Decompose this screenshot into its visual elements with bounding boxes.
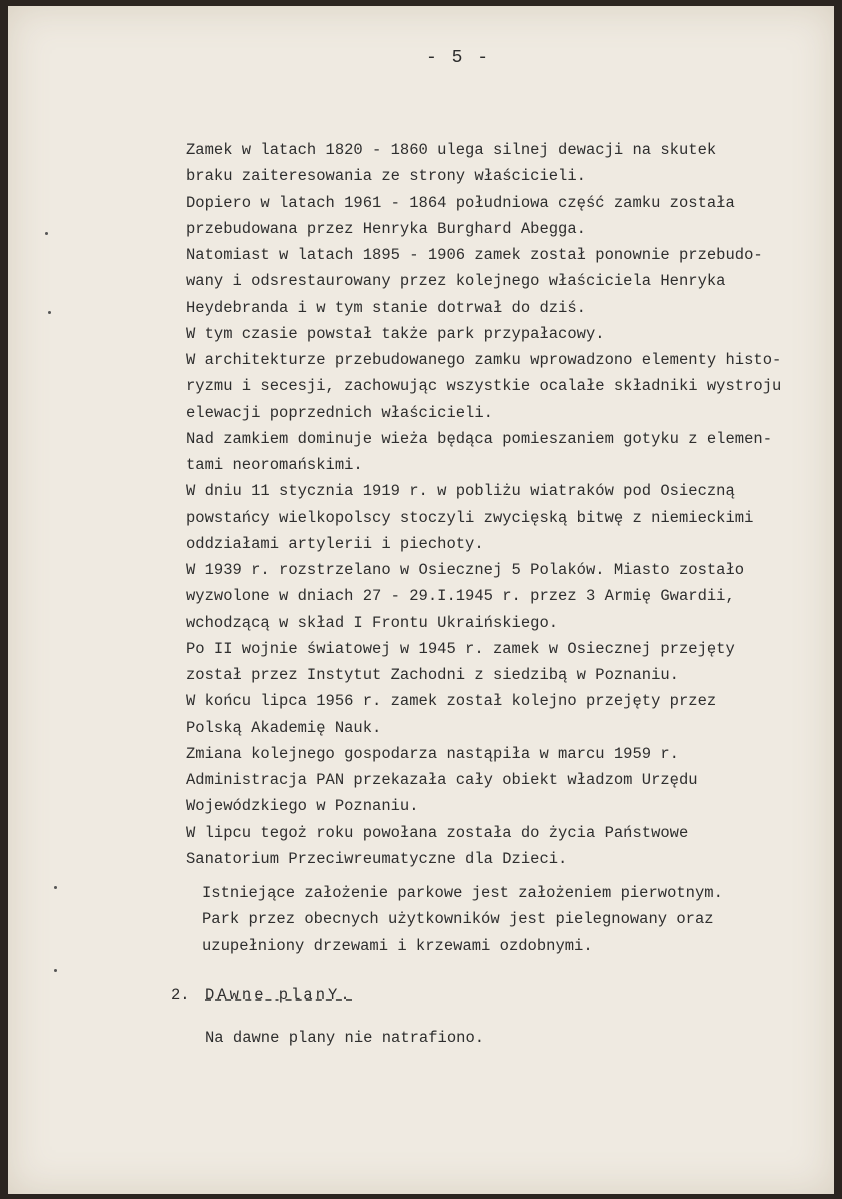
margin-mark xyxy=(54,969,57,972)
text-line: wyzwolone w dniach 27 - 29.I.1945 r. przez 3 Armię Gwardii, xyxy=(186,587,735,606)
text-line: Istniejące założenie parkowe jest założeniem pierwotnym. xyxy=(202,884,723,902)
text-line: Natomiast w latach 1895 - 1906 zamek został ponownie przebudo- xyxy=(186,246,763,264)
text-line: Zmiana kolejnego gospodarza nastąpiła w marcu 1959 r. xyxy=(186,744,679,763)
text-line: wchodzącą w skład I Frontu Ukraińskiego. xyxy=(186,613,559,632)
text-line: Wojewódzkiego w Poznaniu. xyxy=(186,797,419,816)
text-line: powstańcy wielkopolscy stoczyli zwycięską bitwę z niemieckimi xyxy=(186,508,754,527)
text-line: został przez Instytut Zachodni z siedzibą w Poznaniu. xyxy=(186,666,679,684)
text-line: oddziałami artylerii i piechoty. xyxy=(186,534,484,553)
text-line: W lipcu tegoż roku powołana została do życia Państwowe xyxy=(186,823,689,842)
paragraph-gap xyxy=(186,872,836,880)
text-line: Sanatorium Przeciwreumatyczne dla Dzieci. xyxy=(186,849,568,868)
section-title: DAwne planY. xyxy=(205,986,353,1004)
text-line: Dopiero w latach 1961 - 1864 południowa część zamku została xyxy=(186,193,735,212)
text-line: Po II wojnie światowej w 1945 r. zamek w Osiecznej przejęty xyxy=(186,639,735,658)
margin-mark xyxy=(48,311,51,314)
text-line: tami neoromańskimi. xyxy=(186,456,363,474)
text-line: elewacji poprzednich właścicieli. xyxy=(186,403,493,422)
text-line: Polską Akademię Nauk. xyxy=(186,718,382,737)
text-line: braku zaiteresowania ze strony właścicieli. xyxy=(186,167,586,186)
section-old-plans xyxy=(171,982,671,1051)
document-page xyxy=(8,6,834,1194)
text-line: ryzmu i secesji, zachowując wszystkie ocalałe składniki wystroju xyxy=(186,377,782,396)
text-line: przebudowana przez Henryka Burghard Abegga. xyxy=(186,219,586,238)
section-heading xyxy=(171,982,671,1008)
text-line: Nad zamkiem dominuje wieża będąca pomieszaniem gotyku z elemen- xyxy=(186,429,772,448)
body-text xyxy=(186,137,836,959)
text-line: W końcu lipca 1956 r. zamek został kolejno przejęty przez xyxy=(186,692,717,711)
text-line: Park przez obecnych użytkowników jest pielegnowany oraz xyxy=(202,910,714,929)
text-line: W dniu 11 stycznia 1919 r. w pobliżu wiatraków pod Osieczną xyxy=(186,482,735,501)
margin-mark xyxy=(54,886,57,889)
text-line: uzupełniony drzewami i krzewami ozdobnymi. xyxy=(202,936,593,955)
section-body: Na dawne plany nie natrafiono. xyxy=(205,1029,485,1047)
text-line: wany i odsrestaurowany przez kolejnego właściciela Henryka xyxy=(186,272,726,291)
section-number: 2. xyxy=(171,986,190,1004)
text-line: W 1939 r. rozstrzelano w Osiecznej 5 Polaków. Miasto zostało xyxy=(186,561,745,579)
text-line: W tym czasie powstał także park przypałacowy. xyxy=(186,324,605,343)
text-line: Heydebranda i w tym stanie dotrwał do dziś. xyxy=(186,298,586,317)
text-line: Administracja PAN przekazała cały obiekt władzom Urzędu xyxy=(186,771,698,789)
page-number: - 5 - xyxy=(425,48,490,68)
margin-mark xyxy=(45,232,48,235)
text-line: W architekturze przebudowanego zamku wprowadzono elementy histo- xyxy=(186,351,782,369)
text-line: Zamek w latach 1820 - 1860 ulega silnej dewacji na skutek xyxy=(186,141,717,159)
